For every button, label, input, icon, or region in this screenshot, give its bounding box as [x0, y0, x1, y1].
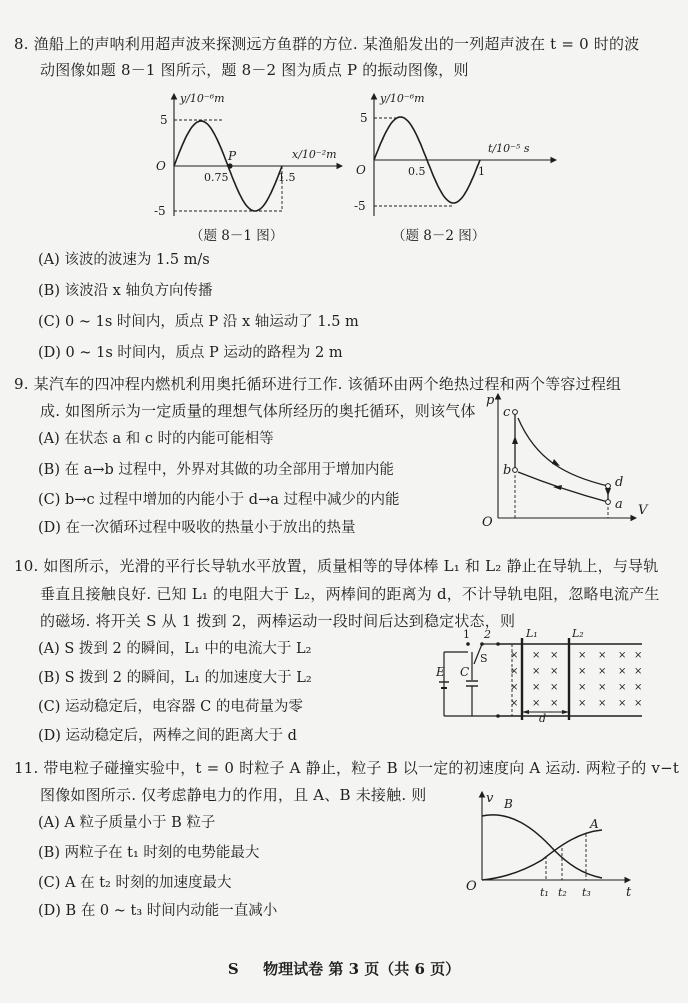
vib-y-label: y/10⁻⁶m	[380, 92, 425, 105]
magnetic-field-cross: ×	[532, 698, 541, 709]
circuit-diagram	[436, 624, 656, 724]
wave-point-p: P	[228, 149, 237, 163]
wave-y-label: y/10⁻⁶m	[180, 92, 225, 105]
magnetic-field-cross: ×	[598, 682, 607, 693]
q8-option-b: (B) 该波沿 x 轴负方向传播	[38, 283, 213, 299]
otto-state-a: a	[615, 497, 623, 512]
vib-origin: O	[356, 163, 366, 177]
battery-label-e: E	[436, 665, 445, 679]
vt-origin: O	[466, 879, 477, 894]
wave-origin: O	[156, 159, 166, 173]
switch-pos-2: 2	[484, 628, 491, 641]
otto-v-label: V	[638, 503, 648, 518]
otto-p-label: p	[486, 393, 495, 408]
vt-curve-b: B	[504, 797, 513, 811]
q9-stem-line2: 成. 如图所示为一定质量的理想气体所经历的奥托循环，则该气体	[40, 402, 476, 420]
magnetic-field-cross: ×	[510, 698, 519, 709]
vib-x-tick-2: 1	[478, 165, 485, 178]
q10-stem-line1: 10. 如图所示，光滑的平行长导轨水平放置，质量相等的导体棒 L₁ 和 L₂ 静止在导轨上，与导轨	[14, 557, 659, 575]
wave-y-tick-neg: -5	[154, 204, 166, 218]
magnetic-field-cross: ×	[532, 682, 541, 693]
otto-state-c: c	[503, 405, 511, 420]
wave-y-tick-pos: 5	[160, 113, 168, 127]
page-footer	[0, 958, 688, 979]
magnetic-field-cross: ×	[550, 698, 559, 709]
q10-stem-line2: 垂直且接触良好. 已知 L₁ 的电阻大于 L₂，两棒间的距离为 d，不计导轨电阻，忽略电流产生	[40, 585, 660, 603]
velocity-time-graph	[462, 788, 642, 906]
q9-stem-line1: 9. 某汽车的四冲程内燃机利用奥托循环进行工作. 该循环由两个绝热过程和两个等容过程组	[14, 375, 622, 393]
magnetic-field-cross: ×	[550, 650, 559, 661]
wave-x-tick-2: 1.5	[278, 171, 296, 184]
magnetic-field-cross: ×	[578, 666, 587, 677]
magnetic-field-cross: ×	[598, 650, 607, 661]
vib-x-tick-1: 0.5	[408, 165, 426, 178]
fig8-1-caption: （题 8－1 图）	[190, 228, 284, 244]
fig8-2-caption: （题 8－2 图）	[392, 228, 486, 244]
rod-label-l1: L₁	[526, 627, 538, 640]
vib-x-label: t/10⁻⁵ s	[488, 142, 530, 155]
q9-option-c: (C) b→c 过程中增加的内能小于 d→a 过程中减少的内能	[38, 492, 400, 508]
vt-tick-t1: t₁	[540, 886, 549, 899]
otto-state-b: b	[503, 463, 512, 478]
switch-label-s: S	[480, 652, 488, 665]
vibration-graph	[346, 88, 566, 223]
magnetic-field-cross: ×	[598, 666, 607, 677]
q9-option-a: (A) 在状态 a 和 c 时的内能可能相等	[38, 431, 274, 447]
magnetic-field-cross: ×	[634, 698, 643, 709]
q8-option-d: (D) 0 ~ 1s 时间内，质点 P 运动的路程为 2 m	[38, 345, 343, 361]
magnetic-field-cross: ×	[550, 666, 559, 677]
q11-stem-line1: 11. 带电粒子碰撞实验中，t = 0 时粒子 A 静止，粒子 B 以一定的初速度向 A 运动. 两粒子的 v−t	[14, 759, 680, 777]
magnetic-field-cross: ×	[510, 666, 519, 677]
vt-tick-t2: t₂	[558, 886, 567, 899]
magnetic-field-cross: ×	[634, 666, 643, 677]
q10-option-b: (B) S 拨到 2 的瞬间，L₁ 的加速度大于 L₂	[38, 670, 312, 686]
magnetic-field-cross: ×	[510, 650, 519, 661]
q10-stem-line3: 的磁场. 将开关 S 从 1 拨到 2，两棒运动一段时间后达到稳定状态，则	[40, 612, 516, 630]
magnetic-field-cross: ×	[634, 682, 643, 693]
otto-cycle-diagram	[478, 388, 648, 528]
otto-state-d: d	[615, 475, 624, 490]
footer-mark: S	[227, 960, 239, 978]
q11-option-c: (C) A 在 t₂ 时刻的加速度最大	[38, 875, 232, 891]
vib-y-tick-neg: -5	[354, 199, 366, 213]
vt-v-label: v	[486, 791, 494, 806]
q9-option-b: (B) 在 a→b 过程中，外界对其做的功全部用于增加内能	[38, 462, 394, 478]
magnetic-field-cross: ×	[618, 698, 627, 709]
q10-option-a: (A) S 拨到 2 的瞬间，L₁ 中的电流大于 L₂	[38, 641, 312, 657]
q10-option-c: (C) 运动稳定后，电容器 C 的电荷量为零	[38, 699, 303, 715]
magnetic-field-cross: ×	[598, 698, 607, 709]
distance-label-d: d	[539, 712, 547, 725]
q8-option-a: (A) 该波的波速为 1.5 m/s	[38, 252, 210, 268]
magnetic-field-cross: ×	[634, 650, 643, 661]
q11-option-b: (B) 两粒子在 t₁ 时刻的电势能最大	[38, 845, 260, 861]
magnetic-field-cross: ×	[532, 666, 541, 677]
magnetic-field-cross: ×	[510, 682, 519, 693]
magnetic-field-cross: ×	[618, 682, 627, 693]
magnetic-field-cross: ×	[578, 650, 587, 661]
capacitor-label-c: C	[460, 665, 470, 679]
magnetic-field-cross: ×	[618, 650, 627, 661]
q8-stem-line1: 8. 渔船上的声呐利用超声波来探测远方鱼群的方位. 某渔船发出的一列超声波在 t = 0 时的波	[14, 35, 640, 53]
magnetic-field-cross: ×	[532, 650, 541, 661]
q8-option-c: (C) 0 ~ 1s 时间内，质点 P 沿 x 轴运动了 1.5 m	[38, 314, 359, 330]
magnetic-field-cross: ×	[550, 682, 559, 693]
magnetic-field-cross: ×	[618, 666, 627, 677]
vt-curve-a: A	[590, 817, 599, 831]
q10-option-d: (D) 运动稳定后，两棒之间的距离大于 d	[38, 728, 297, 744]
q9-option-d: (D) 在一次循环过程中吸收的热量小于放出的热量	[38, 520, 356, 536]
q8-stem-line2: 动图像如题 8－1 图所示，题 8－2 图为质点 P 的振动图像，则	[40, 61, 469, 79]
magnetic-field-cross: ×	[578, 682, 587, 693]
vib-y-tick-pos: 5	[360, 111, 368, 125]
rod-label-l2: L₂	[572, 627, 584, 640]
wave-x-label: x/10⁻²m	[292, 148, 337, 161]
switch-pos-1: 1	[463, 628, 470, 641]
q11-stem-line2: 图像如图所示. 仅考虑静电力的作用，且 A、B 未接触. 则	[40, 786, 427, 804]
q11-option-a: (A) A 粒子质量小于 B 粒子	[38, 815, 216, 831]
otto-origin: O	[482, 515, 493, 530]
footer-text: 物理试卷 第 3 页（共 6 页）	[263, 960, 461, 978]
q11-option-d: (D) B 在 0 ~ t₃ 时间内动能一直减小	[38, 903, 278, 919]
wave-graph	[150, 88, 350, 223]
vt-tick-t3: t₃	[582, 886, 591, 899]
magnetic-field-cross: ×	[578, 698, 587, 709]
wave-x-tick-1: 0.75	[204, 171, 229, 184]
vt-t-label: t	[626, 885, 632, 900]
